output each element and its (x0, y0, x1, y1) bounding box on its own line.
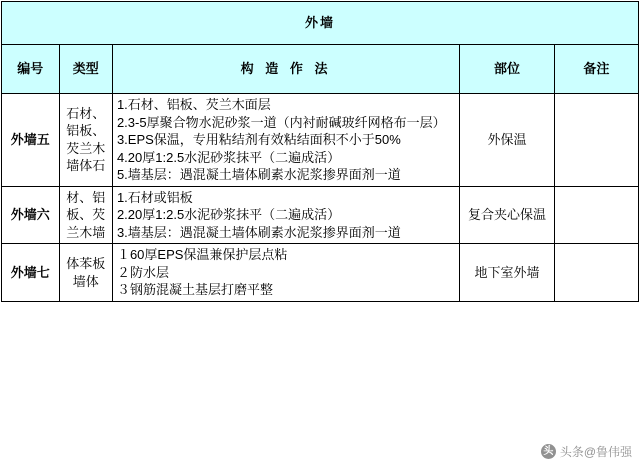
column-header-note: 备注 (554, 45, 638, 94)
wall-construction-table (1, 1, 639, 302)
row-method (112, 94, 459, 187)
row-type: 材、铝板、芡兰木墙 (59, 186, 112, 244)
method-line: ２防水层 (116, 264, 169, 280)
toutiao-logo-icon: 头 (541, 444, 556, 459)
row-part: 地下室外墙 (460, 244, 555, 302)
method-line: 2.20厚1:2.5水泥砂浆抹平（二遍成活） (116, 207, 341, 223)
row-note (554, 244, 638, 302)
page-title: 外墙 (2, 2, 639, 45)
method-line: ３钢筋混凝土基层打磨平整 (116, 282, 273, 298)
method-line: 5.墙基层：遇混凝土墙体刷素水泥浆掺界面剂一道 (116, 167, 401, 183)
method-line: 2.3-5厚聚合物水泥砂浆一道（内衬耐碱玻纤网格布一层） (116, 114, 446, 130)
method-line: 3.EPS保温，专用粘结剂有效粘结面积不小于50% (116, 132, 401, 148)
method-line: 4.20厚1:2.5水泥砂浆抹平（二遍成活） (116, 149, 341, 165)
column-header-code: 编号 (2, 45, 60, 94)
table-header-row (2, 45, 639, 94)
row-part: 外保温 (460, 94, 555, 187)
method-line: 1.石材、铝板、芡兰木面层 (116, 97, 271, 112)
table-row (2, 94, 639, 187)
table-row (2, 186, 639, 244)
column-header-part: 部位 (460, 45, 555, 94)
row-code: 外墙五 (2, 94, 60, 187)
watermark-text: 头条@鲁伟强 (559, 445, 632, 459)
row-note (554, 94, 638, 187)
row-note (554, 186, 638, 244)
row-type: 体苯板墙体 (59, 244, 112, 302)
method-line: 3.墙基层：遇混凝土墙体刷素水泥浆掺界面剂一道 (116, 224, 401, 240)
table-row (2, 244, 639, 302)
method-line: 1.石材或铝板 (116, 189, 193, 205)
document-sheet (0, 1, 640, 466)
row-code: 外墙六 (2, 186, 60, 244)
row-code: 外墙七 (2, 244, 60, 302)
row-method (112, 244, 459, 302)
row-type: 石材、铝板、芡兰木墙体石 (59, 94, 112, 187)
watermark (541, 443, 632, 460)
row-part: 复合夹心保温 (460, 186, 555, 244)
column-header-type: 类型 (59, 45, 112, 94)
row-method (112, 186, 459, 244)
column-header-method: 构 造 作 法 (112, 45, 459, 94)
table-title-row (2, 2, 639, 45)
method-line: １60厚EPS保温兼保护层点粘 (116, 247, 288, 263)
